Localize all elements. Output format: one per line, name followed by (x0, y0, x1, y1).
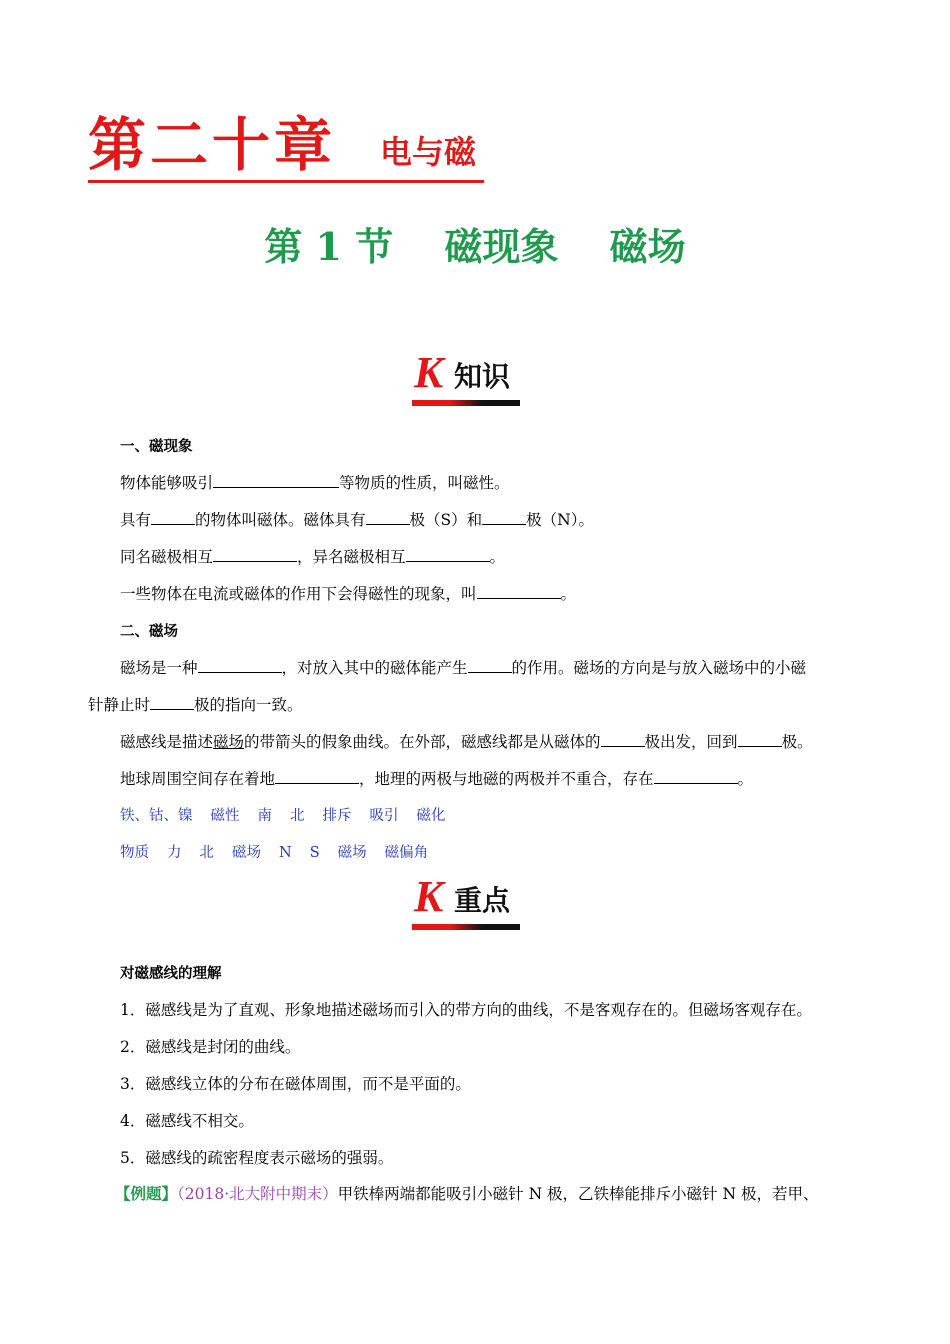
example-source: （2018·北大附中期末） (177, 1185, 338, 1203)
list-item: 2．磁感线是封闭的曲线。 (120, 1038, 301, 1056)
badge-underline (412, 400, 520, 406)
text-line: 具有 的物体叫磁体。磁体具有 极（S）和 极（N）。 (120, 511, 594, 529)
list-item: 5．磁感线的疏密程度表示磁场的强弱。 (120, 1149, 394, 1167)
answer-key-row-1: 铁、钴、镍 磁性 南 北 排斥 吸引 磁化 (120, 808, 446, 824)
badge-underline (412, 924, 520, 930)
k-logo-icon: K (414, 872, 444, 921)
list-item: 4．磁感线不相交。 (120, 1112, 254, 1130)
heading-field-lines: 对磁感线的理解 (120, 966, 222, 982)
text-line: 磁感线是描述磁场的带箭头的假象曲线。在外部，磁感线都是从磁体的 极出发，回到 极。 (120, 733, 813, 751)
chapter-number: 第二十章 (88, 111, 337, 179)
knowledge-badge (412, 348, 522, 402)
badge-label: 重点 (454, 884, 511, 917)
chapter-heading (88, 112, 484, 183)
section-title: 第 1 节 磁现象 磁场 (264, 224, 686, 269)
text-line: 一些物体在电流或磁体的作用下会得磁性的现象，叫 。 (120, 585, 577, 603)
text-line: 磁场是一种 ，对放入其中的磁体能产生 的作用。磁场的方向是与放入磁场中的小磁 (120, 659, 807, 677)
text-line: 针静止时 极的指向一致。 (88, 696, 303, 714)
text-line: 物体能够吸引 等物质的性质，叫磁性。 (120, 474, 510, 492)
heading-magnetic-phenomena: 一、磁现象 (120, 439, 193, 455)
example-label: 【例题】 (115, 1184, 178, 1203)
answer-key-row-2: 物质 力 北 磁场 N S 磁场 磁偏角 (120, 845, 429, 861)
chapter-name: 电与磁 (380, 133, 477, 171)
key-points-badge (412, 872, 522, 926)
heading-magnetic-field: 二、磁场 (120, 624, 178, 640)
example-line (115, 1184, 818, 1204)
example-text: 甲铁棒两端都能吸引小磁针 N 极，乙铁棒能排斥小磁针 N 极，若甲、 (337, 1185, 819, 1203)
text-line: 同名磁极相互 ，异名磁极相互 。 (120, 548, 506, 566)
text-line: 地球周围空间存在着地 ，地理的两极与地磁的两极并不重合，存在 。 (120, 770, 754, 788)
list-item: 3．磁感线立体的分布在磁体周围，而不是平面的。 (120, 1075, 471, 1093)
k-logo-icon: K (414, 348, 444, 397)
list-item: 1．磁感线是为了直观、形象地描述磁场而引入的带方向的曲线，不是客观存在的。但磁场客观存在。 (120, 1001, 812, 1019)
badge-label: 知识 (454, 360, 511, 393)
